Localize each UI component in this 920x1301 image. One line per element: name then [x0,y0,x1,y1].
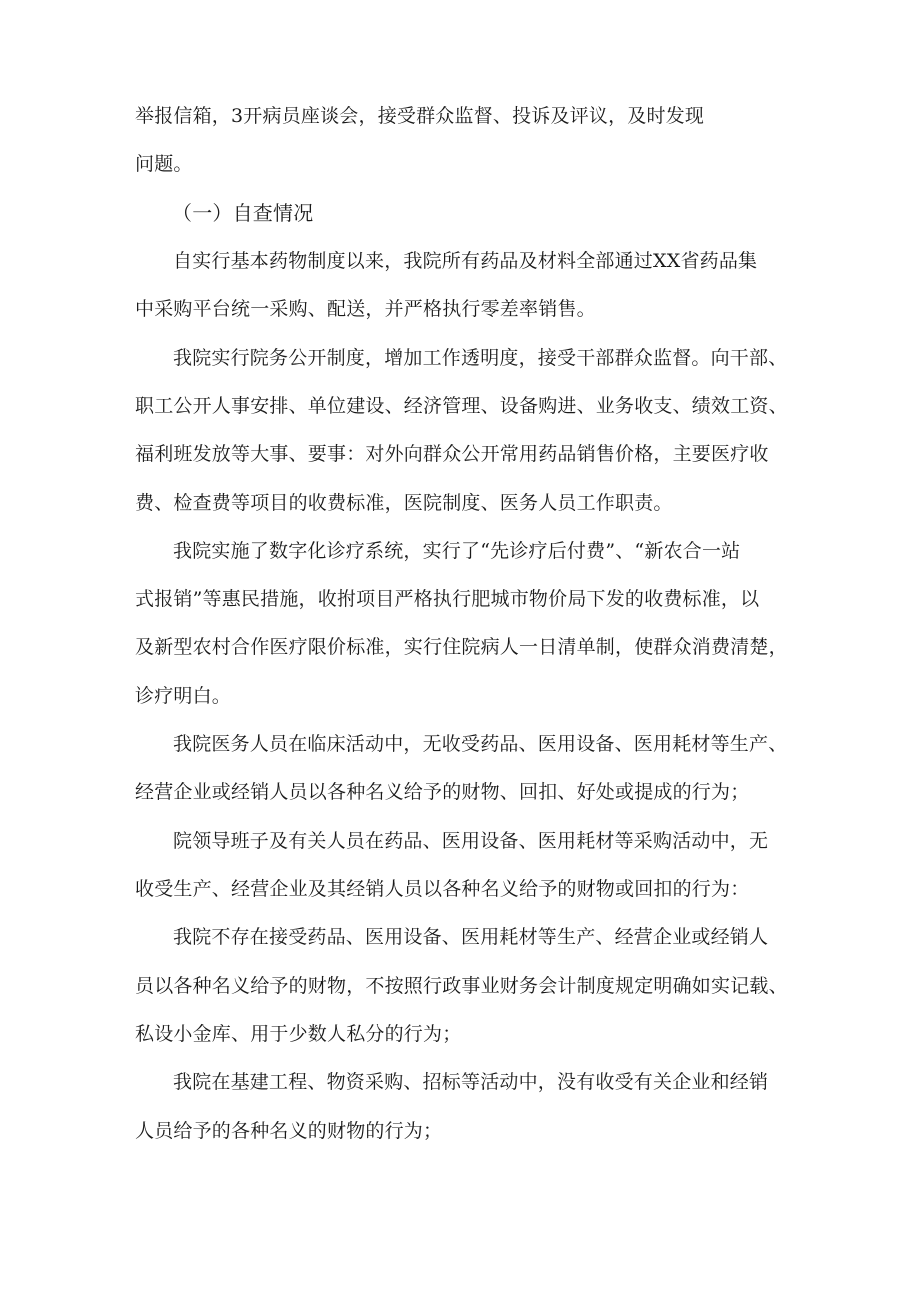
text-line: 中采购平台统一采购、配送，并严格执行零差率销售。 [135,298,596,320]
text-line: 费、检查费等项目的收费标准，医院制度、医务人员工作职责。 [135,492,673,514]
text-line: 我院医务人员在临床活动中，无收受药品、医用设备、医用耗材等生产、 [173,733,788,755]
text-line: 福利班发放等大事、要事：对外向群众公开常用药品销售价格，主要医疗收 [135,443,769,465]
text-line: 诊疗明白。 [135,685,232,707]
text-line: 职工公开人事安排、单位建设、经济管理、设备购进、业务收支、绩效工资、 [135,395,788,417]
text-line: 人员给予的各种名义的财物的行为； [135,1120,443,1142]
text-line: 举报信箱，3开病员座谈会，接受群众监督、投诉及评议，及时发现 [135,105,705,127]
text-line: 我院不存在接受药品、医用设备、医用耗材等生产、经营企业或经销人 [173,926,769,948]
text-line: 我院实施了数字化诊疗系统，实行了“先诊疗后付费”、“新农合一站 [173,540,741,562]
text-line: 问题。 [135,153,193,175]
text-line: 我院在基建工程、物资采购、招标等活动中，没有收受有关企业和经销 [173,1071,769,1093]
text-line: 我院实行院务公开制度，增加工作透明度，接受干部群众监督。向干部、 [173,347,788,369]
text-line: 自实行基本药物制度以来，我院所有药品及材料全部通过XX省药品集 [173,250,758,272]
text-line: 收受生产、经营企业及其经销人员以各种名义给予的财物或回扣的行为： [135,878,750,900]
text-line: 及新型农村合作医疗限价标准，实行住院病人一日清单制，使群众消费清楚， [135,636,788,658]
text-line: 院领导班子及有关人员在药品、医用设备、医用耗材等采购活动中，无 [173,830,769,852]
text-line: 式报销”等惠民措施，收拊项目严格执行肥城市物价局下发的收费标准，以 [135,588,760,610]
section-heading: （一）自查情况 [172,201,314,225]
text-line: 经营企业或经销人员以各种名义给予的财物、回扣、好处或提成的行为； [135,781,750,803]
text-line: 员以各种名义给予的财物，不按照行政事业财务会计制度规定明确如实记载、 [135,975,788,997]
text-line: 私设小金库、用于少数人私分的行为； [135,1023,462,1045]
